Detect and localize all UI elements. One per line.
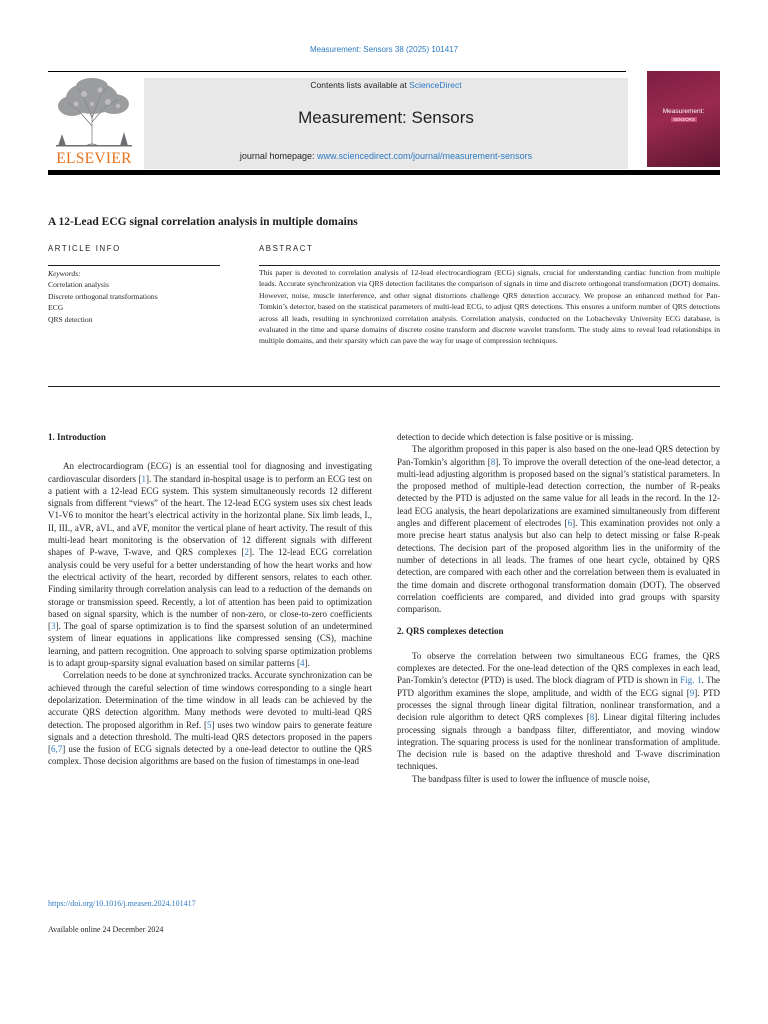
keyword-item: Correlation analysis bbox=[48, 280, 109, 290]
header-top-rule bbox=[48, 71, 626, 72]
paragraph bbox=[397, 650, 720, 773]
abstract-heading: ABSTRACT bbox=[259, 244, 314, 253]
journal-banner bbox=[144, 78, 628, 169]
keyword-item: QRS detection bbox=[48, 314, 93, 324]
elsevier-wordmark: ELSEVIER bbox=[56, 150, 132, 167]
homepage-line bbox=[144, 151, 628, 161]
citation-link[interactable]: 3 bbox=[51, 621, 56, 632]
text-run: ]. PTD processes the signal through linear digital filtration, nonlinear transformation, and a decision rule algorithm to detect QRS complexes [ bbox=[397, 687, 720, 723]
left-text-column bbox=[48, 431, 372, 768]
text-run: . The PTD algorithm examines the slope, amplitude, and width of the ECG signal [ bbox=[397, 675, 720, 698]
citation-link[interactable]: 8 bbox=[490, 456, 496, 467]
right-text-column bbox=[397, 431, 720, 785]
text-run: ]. To improve the overall detection of the one-lead detector, a multi-lead adjusting algorithm is proposed based on the signal’s statistical parameters. In the proposed method of multiple-lead detection correction, the number of R-peaks detected by the PTD is adjusted on the same value for all leads in the record. In the 12-lead ECG analysis, the heart depolarizations are examined simultaneously from different angles and different placement of electrodes [ bbox=[397, 456, 720, 529]
text-run: ]. The goal of sparse optimization is to find the sparsest solution of an undetermined system of linear equations in applications like compressed sensing (CS), machine learning, and pattern recognition. One approach to solving sparse optimization problems is to adapt group-sparsity signal evaluation based on similar patterns [ bbox=[48, 621, 372, 669]
paragraph: detection to decide which detection is false positive or is missing. bbox=[397, 432, 634, 442]
cover-title: Measurement: bbox=[662, 108, 705, 115]
citation-link[interactable]: 8 bbox=[589, 712, 595, 723]
elsevier-logo bbox=[48, 76, 140, 166]
text-run: Correlation needs to be done at synchronized tracks. Accurate synchronization can be achieved through the careful selection of time windows corresponding to a single heart depolarization. Determination of the time window in all leads can be achieved by the accurate QRS detection algorithm. Many methods were devoted to multi-lead QRS detection. The proposed algorithm in Ref. [ bbox=[48, 670, 372, 730]
text-run: An electrocardiogram (ECG) is an essential tool for diagnosing and investigating cardiovascular disorders [ bbox=[48, 461, 372, 484]
citation-link[interactable]: 2 bbox=[244, 547, 249, 558]
contents-line bbox=[144, 80, 628, 90]
text-run: ] use the fusion of ECG signals detected by a one-lead detector to outline the QRS complex. Those decision algorithms are based on the fusion of timestamps in one-lead bbox=[48, 744, 372, 767]
paragraph bbox=[48, 669, 372, 767]
section-heading-qrs-detection: 2. QRS complexes detection bbox=[397, 626, 504, 637]
abstract-rule bbox=[259, 265, 720, 266]
journal-homepage-link[interactable]: www.sciencedirect.com/journal/measurement-sensors bbox=[316, 151, 533, 161]
paragraph: The bandpass filter is used to lower the influence of muscle noise, bbox=[412, 773, 650, 784]
paragraph bbox=[48, 460, 372, 669]
citation-link[interactable]: 4 bbox=[299, 658, 305, 669]
header-thick-rule bbox=[48, 170, 720, 175]
citation-link[interactable]: 5 bbox=[207, 719, 212, 730]
text-run: The algorithm proposed in this paper is also based on the one-lead QRS detection by Pan-Tomkin’s algorithm [ bbox=[397, 444, 720, 467]
contents-prefix: Contents lists available at bbox=[310, 80, 410, 90]
article-title: A 12-Lead ECG signal correlation analysis in multiple domains bbox=[48, 216, 358, 228]
journal-cover-image[interactable] bbox=[647, 71, 720, 167]
article-info-rule bbox=[48, 265, 220, 266]
text-run: To observe the correlation between two simultaneous ECG frames, the QRS complexes are detected. For the one-lead detection of the QRS complexes in each lead, Pan-Tomkin’s detector (PTD) is used. The block diagram of PTD is shown in bbox=[397, 650, 720, 686]
article-info-heading: ARTICLE INFO bbox=[48, 244, 121, 253]
text-run: ] uses two window pairs to generate feature signals and a detection threshold. The multi-lead QRS detectors proposed in the papers [ bbox=[48, 719, 372, 755]
figure-link[interactable]: Fig. 1 bbox=[680, 675, 702, 686]
journal-title: Measurement: Sensors bbox=[298, 108, 474, 127]
abstract-text: This paper is devoted to correlation analysis of 12-lead electrocardiogram (ECG) signals, crucial for understanding cardiac function from multiple leads. Accurate synchronization via QRS detection facilitates the comparison of signals in time and discrete orthogonal transformation (DOT) domains. However, noise, muscle interference, and other signal distortions challenge QRS detection accuracy. We propose an enhanced method for Pan-Tomkin’s detector, based on the statistical parameters of multi-lead ECG, to adjust QRS detections. This ensures a uniform number of QRS detections across all leads, resulting in synchronized correlation analysis. Correlation analysis, conducted on the Lobachevsky University ECG database, is evaluated in the time and sparse domains of discrete cosine transform and discrete wavelet transform. The study aims to reveal lead relationships in multiple domains, and their sparsity which can pave the way for usage of compression techniques. bbox=[259, 268, 720, 346]
text-run: ]. Linear digital filtering includes processing signals through a bandpass filter, differentiator, and moving window integration. The squaring process is used for the nonlinear transformation of amplitude. The decision rule is based on the adaptive threshold and T-wave discrimination techniques. bbox=[397, 712, 720, 772]
sciencedirect-link[interactable]: ScienceDirect bbox=[409, 80, 462, 90]
abstract-bottom-rule bbox=[48, 386, 720, 387]
doi-link[interactable]: https://doi.org/10.1016/j.measen.2024.101417 bbox=[48, 899, 196, 908]
text-run: ]. This examination provides not only a more precise heart status analysis but also can help to detect missing or false R-peak detections. The decision part of the proposed algorithm lies in the uniformity of the number of detections in all leads. The frames of one heart cycle, obtained by QRS detection, are compared with each other and the correlation between them is evaluated in the time domain and discrete orthogonal transformation domain (DOT). The observed correlation coefficients are compared, and divided into grad groups with sparsity comparison. bbox=[397, 518, 721, 615]
keywords-label: Keywords: bbox=[48, 269, 81, 278]
text-run: ]. The standard in-hospital usage is to perform an ECG test on a patient with a 12-lead ECG system. This system simultaneously records 12 different signals from different “views” of the heart. The 12-lead ECG system uses six chest leads V1-V6 to monitor the heart’s electrical activity in the horizontal plane. Six limb leads, I., II, III., aVR, aVL, and aVF, monitor the vertical plane of heart activity. The result of this multi-lead heart monitoring is the observation of 12 different signals with different shapes of P-wave, T-wave, and QRS complexes [ bbox=[48, 473, 372, 558]
text-run: ]. The 12-lead ECG correlation analysis could be very useful for a better understanding of how the heart works and how the electrical activity of the heart, recorded by different sensors, relates to each other. Finding similarity through correlation analysis can lead to a reduction of the demands on storage or transmission speed. Recently, a lot of attention has been paid to optimization based on signal sparsity, which is the number of non-zero, or close-to-zero coefficients [ bbox=[48, 547, 373, 632]
elsevier-tree-logo bbox=[48, 76, 140, 148]
available-online-date: Available online 24 December 2024 bbox=[48, 925, 164, 934]
citation-link[interactable]: 9 bbox=[689, 687, 695, 698]
journal-reference-link[interactable]: Measurement: Sensors 38 (2025) 101417 bbox=[309, 45, 459, 54]
paragraph bbox=[397, 443, 720, 615]
citation-link[interactable]: 6,7 bbox=[51, 744, 63, 755]
keyword-item: ECG bbox=[48, 303, 64, 313]
section-heading-introduction: 1. Introduction bbox=[48, 432, 106, 442]
keywords-block bbox=[48, 268, 158, 325]
cover-subtitle: SENSORS bbox=[673, 117, 696, 122]
keyword-item: Discrete orthogonal transformations bbox=[48, 291, 158, 301]
citation-link[interactable]: 6 bbox=[567, 518, 573, 529]
text-run: ]. bbox=[304, 658, 310, 669]
homepage-label: journal homepage: bbox=[239, 151, 317, 161]
citation-link[interactable]: 1 bbox=[141, 473, 146, 484]
